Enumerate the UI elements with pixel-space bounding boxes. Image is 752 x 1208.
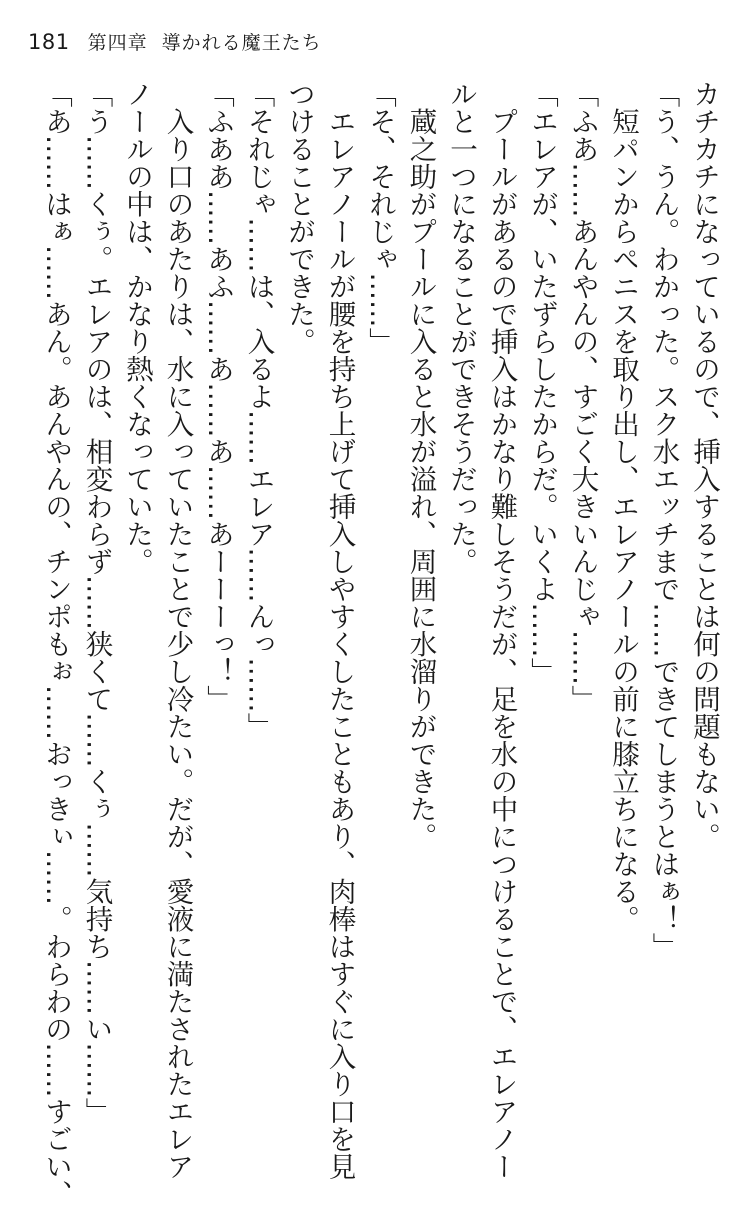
text-line: 「う、うん。わかった。スク水エッチまで……できてしまうとはぁ！」 (647, 80, 680, 960)
text-line: プールがあるので挿入はかなり難しそうだが、足を水の中につけることで、エレアノー (485, 80, 518, 1180)
text-line: 蔵之助がプールに入ると水が溢れ、周囲に水溜りができた。 (404, 80, 437, 850)
page-header (28, 28, 322, 55)
text-line: 「エレアが、いたずらしたからだ。いくよ……」 (526, 80, 558, 685)
text-line: 「あ……はぁ……あん。あんやんの、チンポもぉ……おっきぃ……。わらわの……すごい、 (40, 80, 72, 1208)
text-line: 「う……くぅ。エレアのは、相変わらず……狭くて……くぅ……気持ち……い……」 (80, 80, 113, 1125)
running-head (88, 28, 322, 55)
text-line: 「それじゃ……は、入るよ……エレア……んっ……」 (242, 80, 275, 740)
page-number: 181 (28, 30, 70, 54)
text-line: ノールの中は、かなり熱くなっていた。 (121, 80, 153, 575)
text-line: 「そ、それじゃ……」 (364, 80, 396, 355)
chapter-label: 第四章 (87, 32, 148, 54)
text-line: 「ふああ……あふ……あ……あ……あーーーっ！」 (202, 80, 234, 713)
chapter-title: 導かれる魔王たち (161, 32, 322, 54)
vertical-body-text (36, 80, 725, 1208)
text-line: 「ふあ……あんやんの、すごく大きいんじゃ……」 (566, 80, 599, 713)
text-line: つけることができた。 (283, 80, 315, 355)
text-line: 入り口のあたりは、水に入っていたことで少し冷たい。だが、愛液に満たされたエレア (161, 80, 194, 1180)
text-line: ルと一つになることができそうだった。 (445, 80, 477, 575)
text-line: エレアノールが腰を持ち上げて挿入しやすくしたこともあり、肉棒はすぐに入り口を見 (323, 80, 356, 1180)
text-line: 短パンからペニスを取り出し、エレアノールの前に膝立ちになる。 (607, 80, 639, 933)
text-line: カチカチになっているので、挿入することは何の問題もない。 (688, 80, 720, 850)
